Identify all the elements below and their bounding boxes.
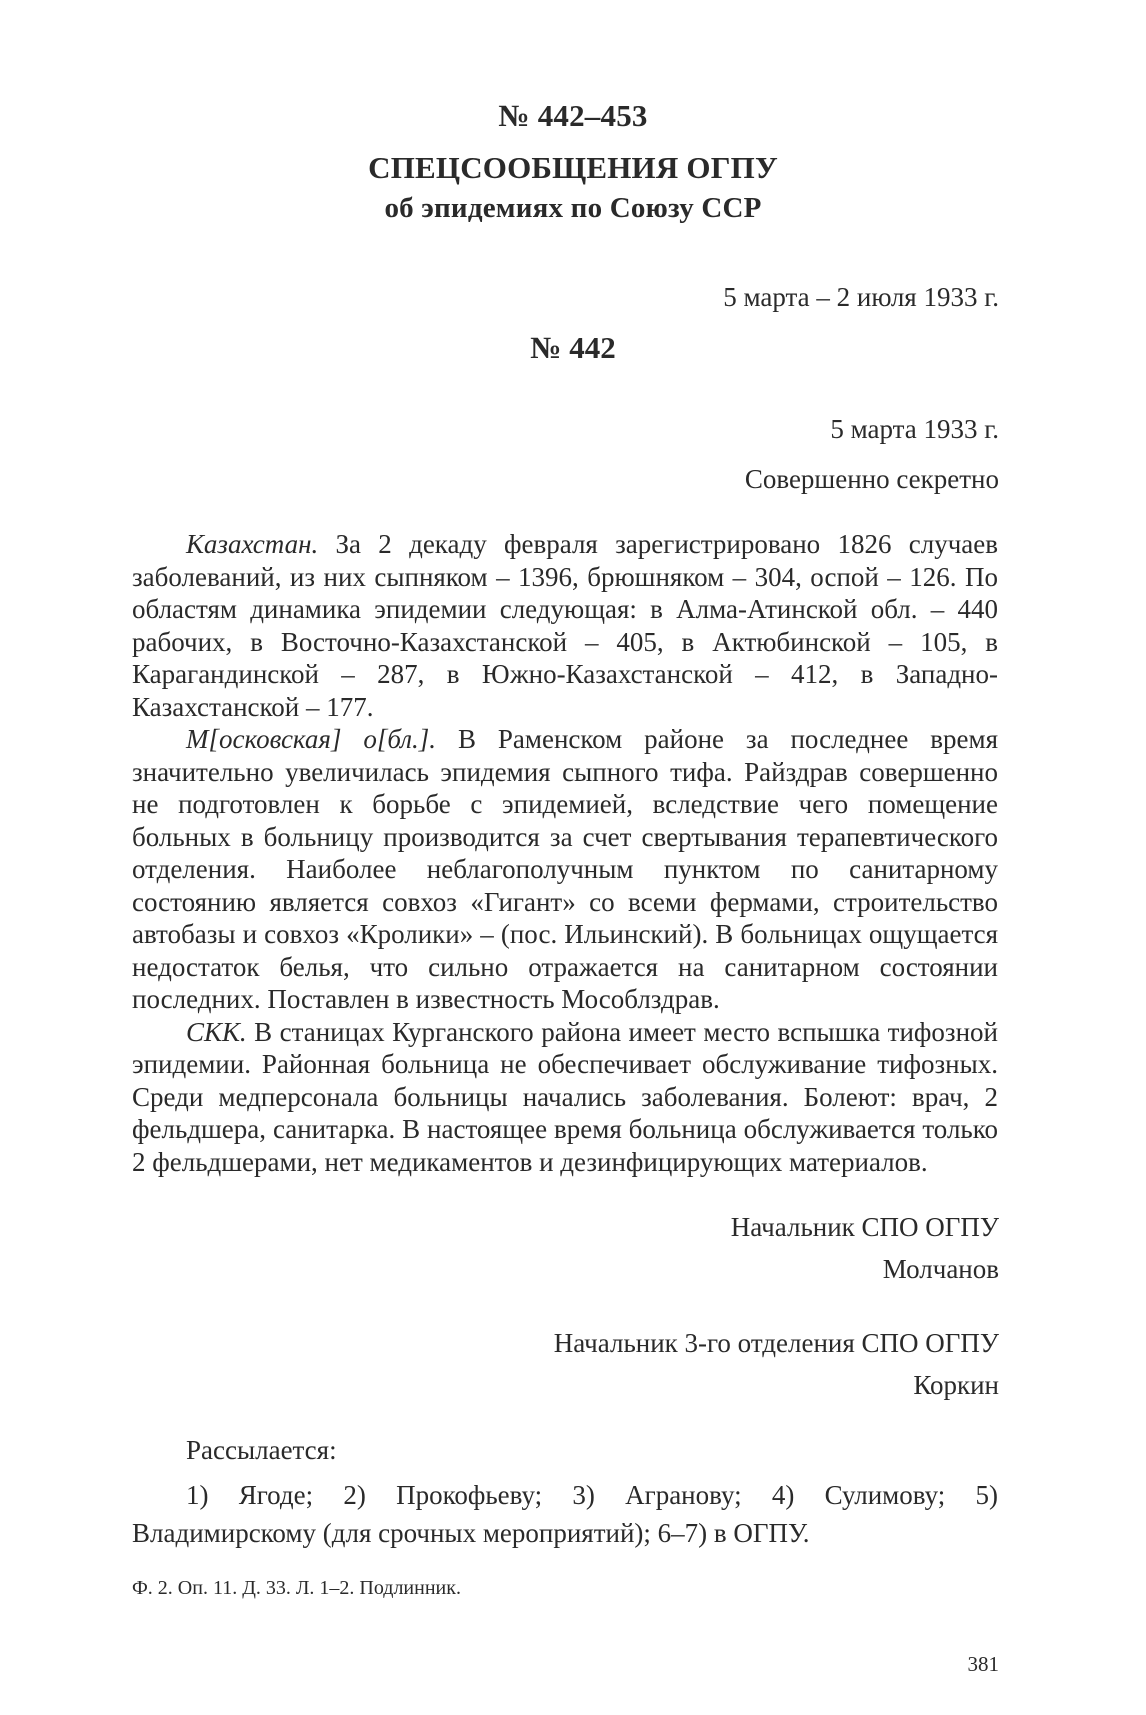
distribution-label: Рассылается: <box>186 1435 337 1465</box>
section-date-range: 5 марта – 2 июля 1933 г. <box>723 282 999 312</box>
paragraph-text: В Раменском районе за последнее время значительно увеличилась эпидемия сыпного тифа. Райздрав совершенно не подготовлен к борьбе с эпидемией, вследствие чего помещение больных в больницу производится за счет свертывания терапевтического отделения. Наиболее неблагополучным пунктом по санитарному состоянию является совхоз «Гигант» со всеми фермами, строительство автобазы и совхоз «Кролики» – (пос. Ильинский). В больницах ощущается недостаток белья, что сильно отражается на санитарном состоянии последних. Поставлен в известность Мособлздрав. <box>132 724 998 1014</box>
paragraph-moscow-oblast <box>132 723 998 1016</box>
document-number: № 442 <box>530 330 616 365</box>
classification-label: Совершенно секретно <box>744 464 999 494</box>
paragraph-lead: М[осковская] о[бл.]. <box>186 724 437 754</box>
signature-name: Молчанов <box>882 1254 999 1284</box>
section-number-range: № 442–453 <box>498 98 648 133</box>
paragraph-lead: СКК. <box>186 1016 247 1047</box>
paragraph-text: В станицах Курганского района имеет место вспышка тифозной эпидемии. Районная больница не обеспечивает обслуживание тифозных. Среди медперсонала больницы начались заболевания. Болеют: врач, 2 фельдшера, санитарка. В настоящее время больница обслуживается только 2 фельдшерами, нет медикаментов и дезинфицирующих материалов. <box>132 1016 998 1177</box>
paragraph-kazakhstan <box>132 528 998 723</box>
paragraph-text: За 2 декаду февраля зарегистрировано 1826 случаев заболеваний, из них сыпняком – 1396, брюшняком – 304, оспой – 126. По областям динамика эпидемии следующая: в Алма-Атинской обл. – 440 рабочих, в Восточно-Казахстанской – 405, в Актюбинской – 105, в Карагандинской – 287, в Южно-Казахстанской – 412, в Западно-Казахстанской – 177. <box>132 529 998 722</box>
section-title: СПЕЦСООБЩЕНИЯ ОГПУ <box>368 150 778 185</box>
paragraph-lead: Казахстан. <box>186 529 319 559</box>
distribution-list: 1) Ягоде; 2) Прокофьеву; 3) Агранову; 4) Сулимову; 5) Владимирскому (для срочных мероприятий); 6–7) в ОГПУ. <box>132 1480 998 1548</box>
document-date: 5 марта 1933 г. <box>830 414 999 444</box>
paragraph-skk <box>132 1016 998 1179</box>
signature-title: Начальник СПО ОГПУ <box>730 1212 999 1242</box>
signature-name: Коркин <box>913 1370 999 1400</box>
archive-source: Ф. 2. Оп. 11. Д. 33. Л. 1–2. Подлинник. <box>132 1577 461 1599</box>
section-subtitle: об эпидемиях по Союзу ССР <box>384 192 762 224</box>
signature-title: Начальник 3-го отделения СПО ОГПУ <box>553 1328 999 1358</box>
page-number: 381 <box>967 1652 999 1676</box>
document-body <box>132 528 998 1178</box>
